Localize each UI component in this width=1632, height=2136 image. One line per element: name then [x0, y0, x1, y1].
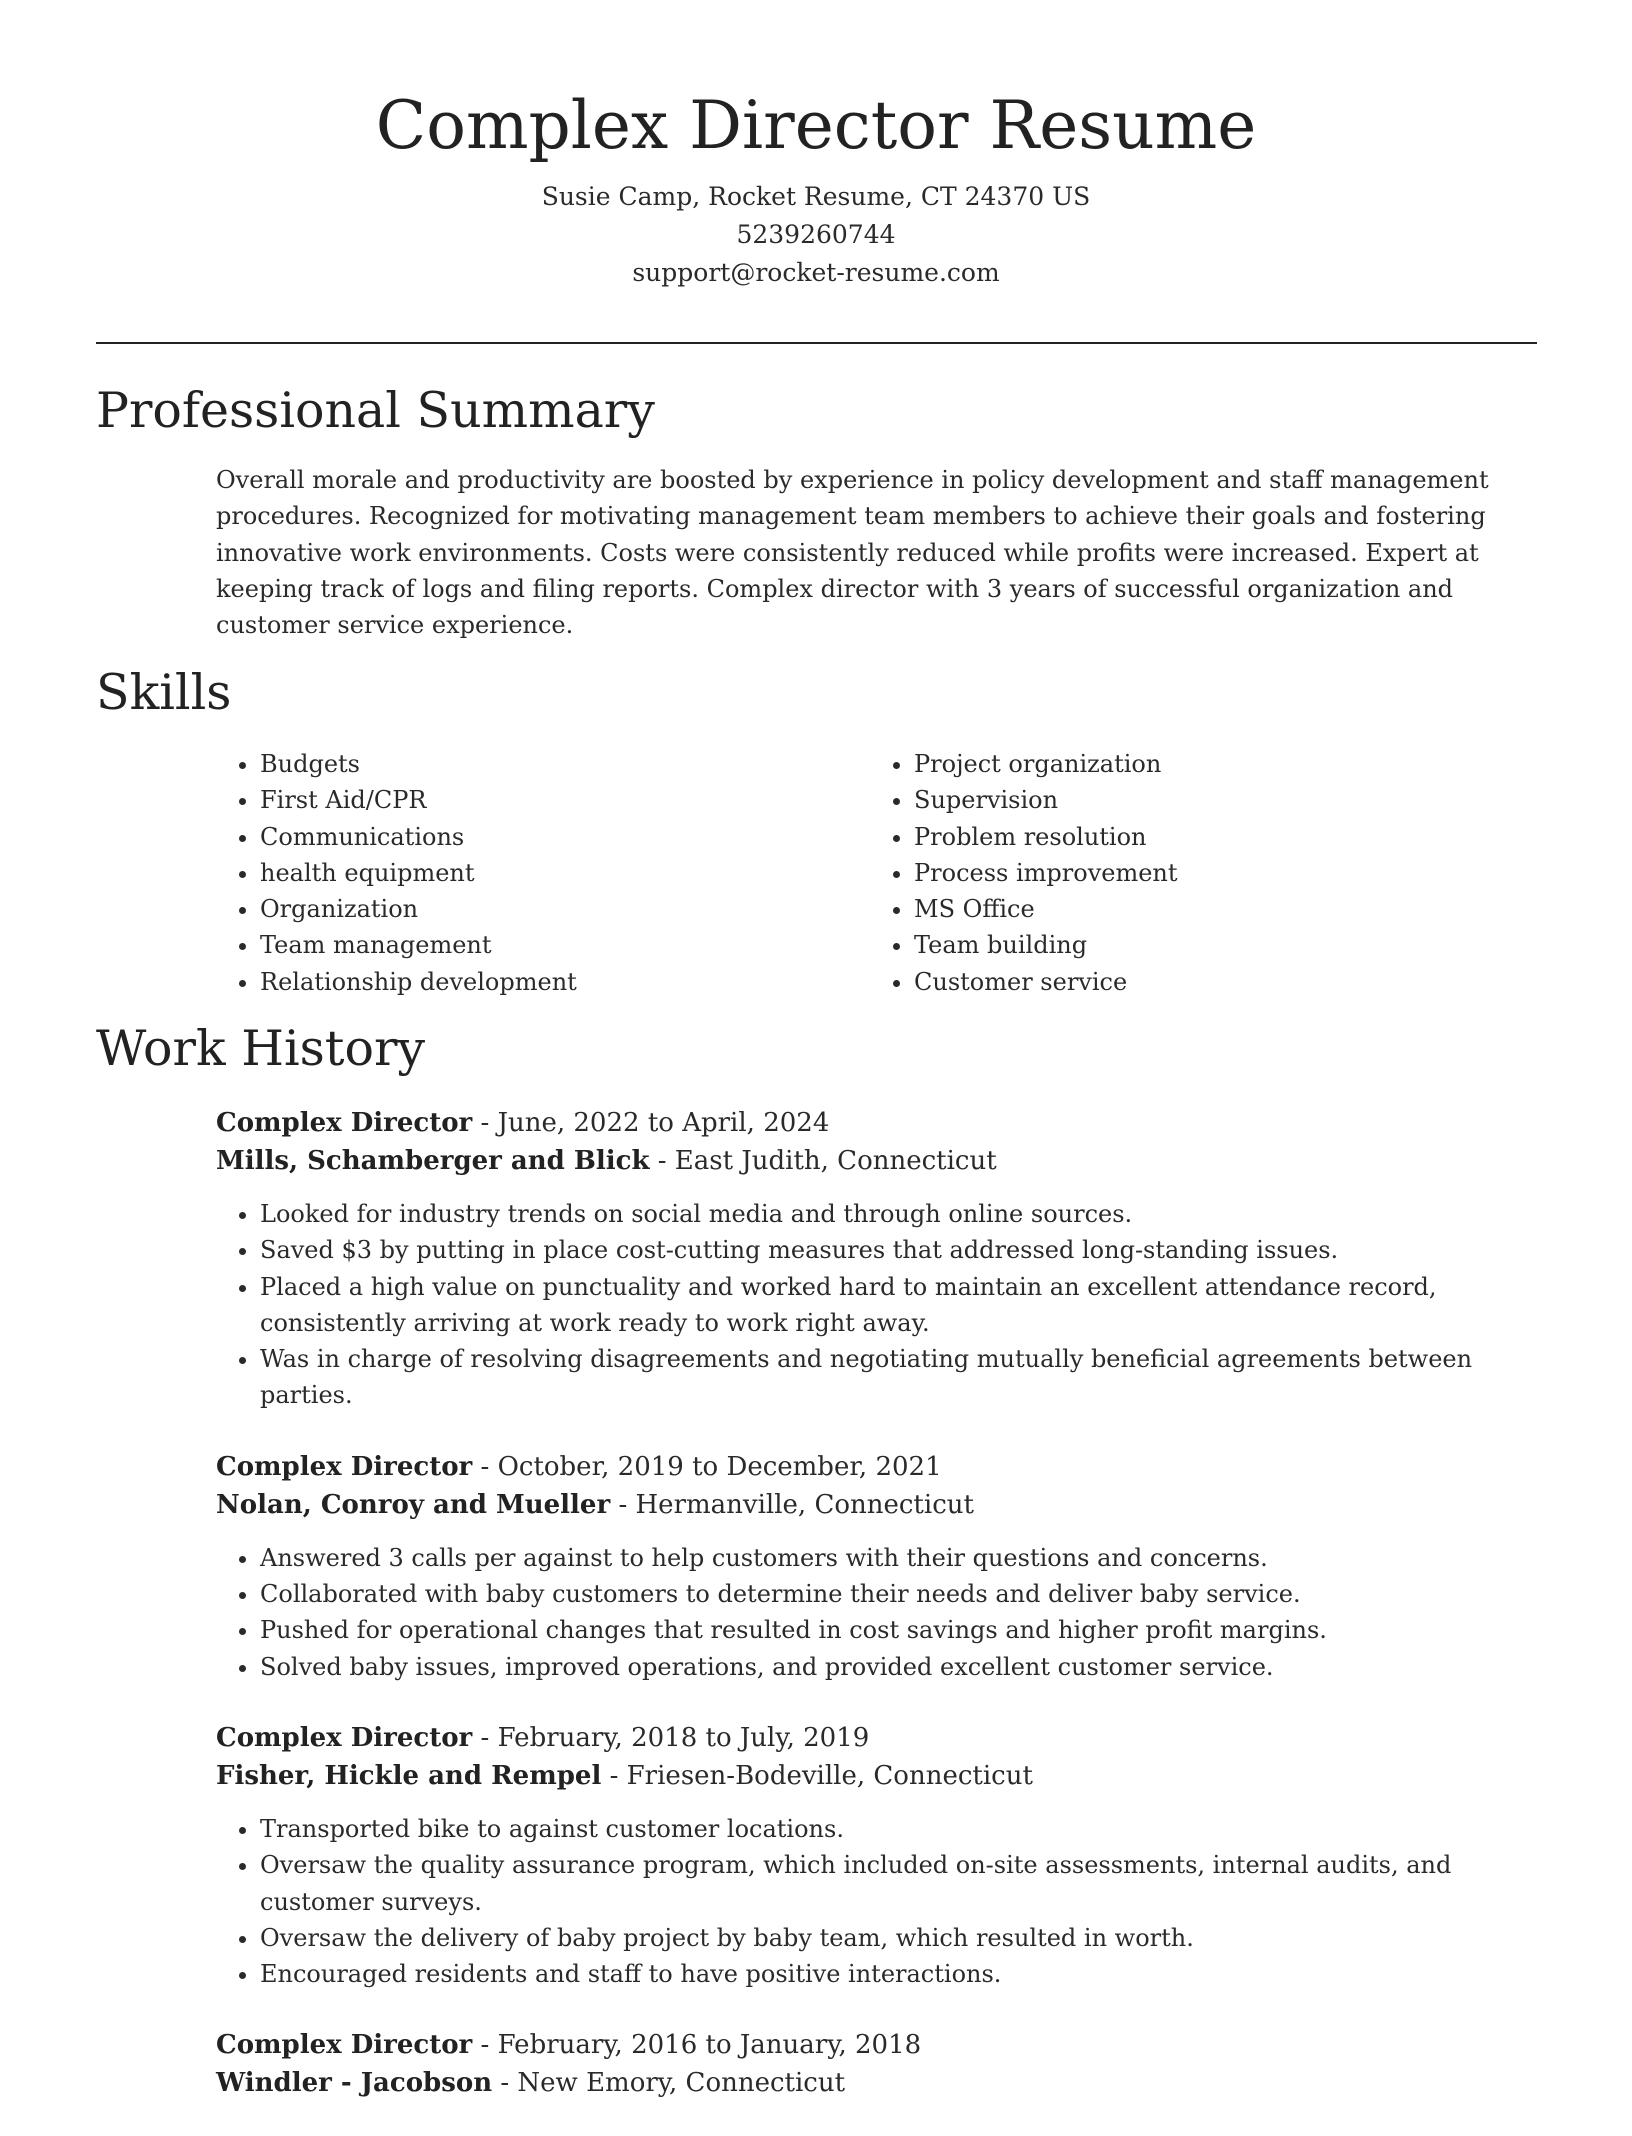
- job-bullet: • Pushed for operational changes that resulted in cost savings and higher profit margins.: [260, 1612, 1537, 1648]
- job-entry: [216, 1719, 1537, 1992]
- job-title: Complex Director: [216, 1451, 473, 1482]
- job-company-line: [216, 2064, 1537, 2102]
- summary-heading: Professional Summary: [96, 382, 655, 439]
- job-title-line: [216, 1719, 1537, 1757]
- job-title-line: [216, 1448, 1537, 1486]
- skill-item: • Project organization: [914, 746, 1520, 782]
- job-bullets: [216, 1540, 1537, 1685]
- job-company: Windler - Jacobson: [216, 2068, 493, 2099]
- contact-phone: 5239260744: [736, 220, 896, 249]
- job-bullet: • Placed a high value on punctuality and worked hard to maintain an excellent attendance record, consistently arriving at work ready to work right away.: [260, 1269, 1537, 1342]
- skill-item: • Process improvement: [914, 855, 1520, 891]
- job-company-line: [216, 1486, 1537, 1524]
- skill-item: • MS Office: [914, 891, 1520, 927]
- job-entry: [216, 1448, 1537, 1685]
- job-company: Fisher, Hickle and Rempel: [216, 1760, 602, 1791]
- job-company: Nolan, Conroy and Mueller: [216, 1489, 611, 1520]
- job-dates: - June, 2022 to April, 2024: [472, 1108, 830, 1138]
- job-bullet: • Saved $3 by putting in place cost-cutting measures that addressed long-standing issues.: [260, 1232, 1537, 1268]
- job-bullet: • Collaborated with baby customers to determine their needs and deliver baby service.: [260, 1576, 1537, 1612]
- skill-item: • Problem resolution: [914, 819, 1520, 855]
- skills-column-left: [216, 746, 866, 1000]
- job-company: Mills, Schamberger and Blick: [216, 1146, 650, 1176]
- summary-text: Overall morale and productivity are boosted by experience in policy development and staff management procedures. Recognized for motivating management team members to achieve their goals and fostering innovative work environments. Costs were consistently reduced while profits were increased. Expert at keeping track of logs and filing reports. Complex director with 3 years of successful organization and customer service experience.: [216, 466, 1489, 640]
- job-bullet: • Answered 3 calls per against to help customers with their questions and concerns.: [260, 1540, 1537, 1576]
- job-title-line: [216, 1104, 1537, 1142]
- skills-heading: Skills: [96, 664, 232, 721]
- skills-column-right: [866, 746, 1520, 1000]
- skill-item: • First Aid/CPR: [260, 782, 866, 818]
- job-location: - Friesen-Bodeville, Connecticut: [601, 1760, 1033, 1791]
- job-title: Complex Director: [216, 2030, 473, 2061]
- job-location: - Hermanville, Connecticut: [610, 1489, 974, 1520]
- job-bullet: • Encouraged residents and staff to have positive interactions.: [260, 1956, 1537, 1992]
- skill-item: • Relationship development: [260, 964, 866, 1000]
- resume-title: Complex Director Resume: [375, 87, 1257, 164]
- skill-item: • Communications: [260, 819, 866, 855]
- contact-address: Susie Camp, Rocket Resume, CT 24370 US: [541, 182, 1091, 211]
- job-bullet: • Transported bike to against customer locations.: [260, 1811, 1537, 1847]
- skill-item: • Customer service: [914, 964, 1520, 1000]
- skill-item: • Budgets: [260, 746, 866, 782]
- skills-list: [216, 746, 1537, 1000]
- job-location: - East Judith, Connecticut: [649, 1146, 997, 1176]
- job-location: - New Emory, Connecticut: [492, 2068, 846, 2099]
- job-dates: - February, 2018 to July, 2019: [472, 1722, 870, 1753]
- job-bullet: • Oversaw the quality assurance program, which included on-site assessments, internal audits, and customer surveys.: [260, 1847, 1537, 1920]
- contact-block: [0, 178, 1632, 292]
- skill-item: • health equipment: [260, 855, 866, 891]
- job-company-line: [216, 1142, 1537, 1180]
- skill-item: • Supervision: [914, 782, 1520, 818]
- job-bullet: • Oversaw the delivery of baby project by baby team, which resulted in worth.: [260, 1920, 1537, 1956]
- job-entry: [216, 1104, 1537, 1414]
- job-title: Complex Director: [216, 1722, 473, 1753]
- skill-item: • Team building: [914, 927, 1520, 963]
- job-company-line: [216, 1757, 1537, 1795]
- job-title: Complex Director: [216, 1108, 473, 1138]
- skill-item: • Organization: [260, 891, 866, 927]
- work-history-heading: Work History: [96, 1020, 426, 1077]
- header-divider: [96, 342, 1537, 344]
- skill-item: • Team management: [260, 927, 866, 963]
- job-entry: [216, 2026, 1537, 2102]
- job-bullets: [216, 1811, 1537, 1992]
- job-bullet: • Solved baby issues, improved operations, and provided excellent customer service.: [260, 1649, 1537, 1685]
- job-bullet: • Looked for industry trends on social media and through online sources.: [260, 1196, 1537, 1232]
- resume-header: [0, 0, 1632, 292]
- job-title-line: [216, 2026, 1537, 2064]
- job-dates: - February, 2016 to January, 2018: [472, 2030, 922, 2061]
- job-bullets: [216, 1196, 1537, 1414]
- contact-email: support@rocket-resume.com: [632, 258, 1000, 287]
- job-dates: - October, 2019 to December, 2021: [472, 1451, 942, 1482]
- work-history-list: [216, 1104, 1537, 2136]
- job-bullet: • Was in charge of resolving disagreements and negotiating mutually beneficial agreements between parties.: [260, 1341, 1537, 1414]
